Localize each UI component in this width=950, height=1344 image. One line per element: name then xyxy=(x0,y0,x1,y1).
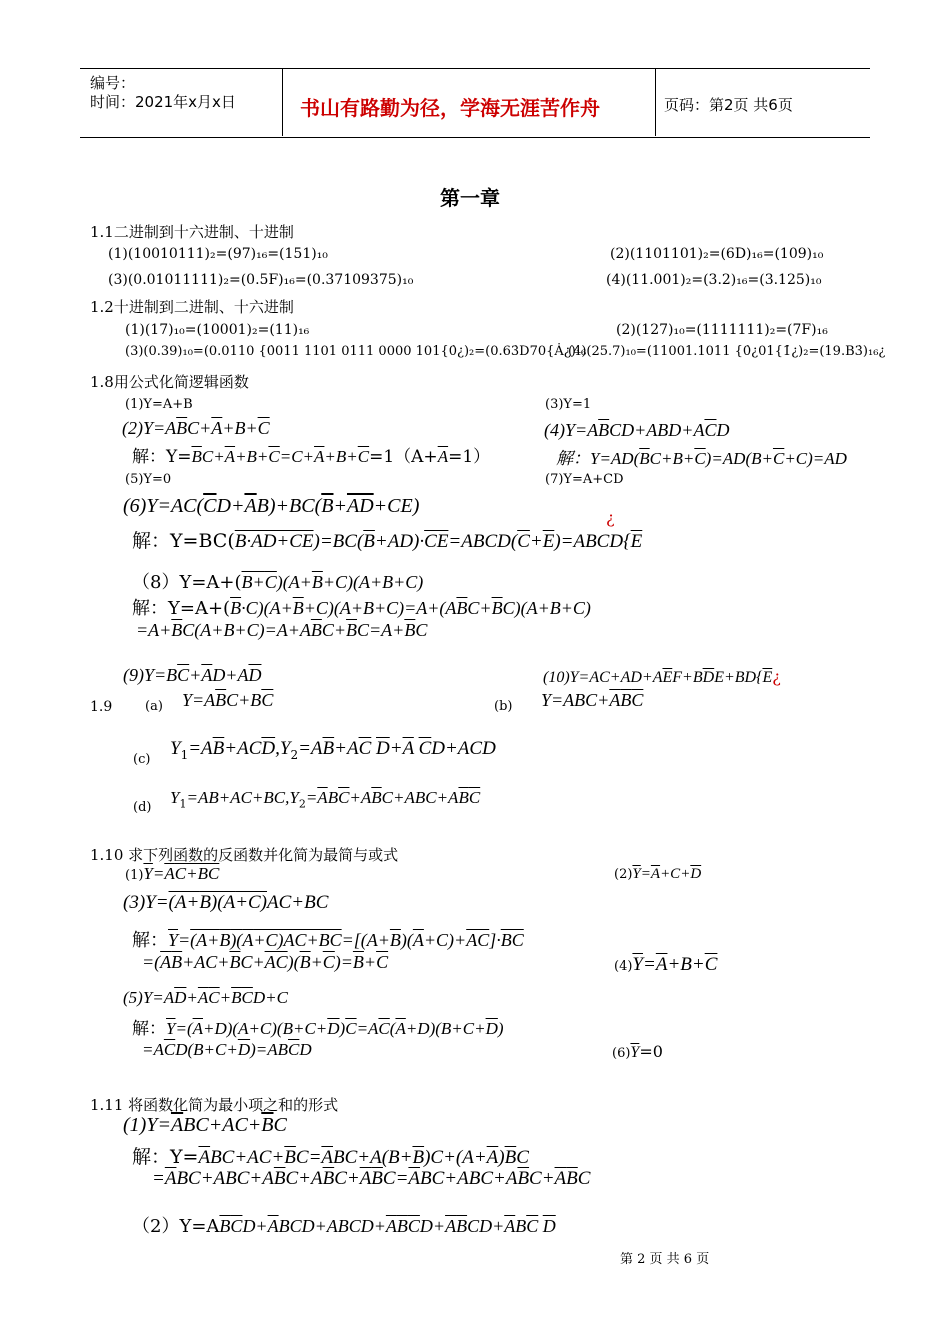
section-1-11-title: 1.11 将函数化简为最小项之和的形式 xyxy=(90,1096,339,1114)
s1-10-problem-5: $(5)Y=A\overline{D}+\overline{A}\overline{C}+\overline{B}\overline{C}D+C$ xyxy=(123,988,288,1007)
s1-1-problem-1: (1)(10010111)₂=(97)₁₆=(151)₁₀ xyxy=(108,246,328,262)
s1-10-problem-3: (3)Y=(A+B)(A+C)AC+BC xyxy=(123,892,329,913)
s1-11-solution-1: 解：$Y=\overline{A}BC+AC+\overline{B}C=\overline{A}BC+A(B+\overline{B})C+(A+\overline{A})\overline{B}C$ xyxy=(132,1146,529,1168)
s1-8-problem-4: $(4)Y=A\overline{B}CD+ABD+A\overline{C}D$ xyxy=(544,420,730,440)
s1-10-solution-5-line-2: $=A\overline{C}D(B+C+\overline{D})=AB\overline{C}D$ xyxy=(142,1040,312,1059)
s1-8-problem-9: $(9)Y=B\overline{C}+\overline{A}D+A\overline{D}$ xyxy=(123,665,262,685)
s1-9-label-a: (a) xyxy=(145,699,163,714)
s1-2-problem-1: (1)(17)₁₀=(10001)₂=(11)₁₆ xyxy=(125,322,310,338)
s1-9-label-d: (d) xyxy=(133,800,152,815)
s1-8-solution-8: 解：$Y=A+(\overline{B}\cdot C)(A+\overline{B}+C)(A+B+C)=A+(A\overline{B}C+\overline{B}C)(A+B+C)$ xyxy=(132,598,591,619)
s1-8-red-mark-2: ¿ xyxy=(772,667,781,686)
s1-10-problem-2: $(2)\overline{Y}=\overline{A}+C+\overline{D}$ xyxy=(614,866,702,882)
s1-8-solution-4: 解：$Y=AD(\overline{B}C+B+\overline{C})=AD(B+\overline{C}+C)=AD$ xyxy=(556,449,847,468)
s1-11-problem-2: $(2)Y=A\overline{B}\overline{C}D+\overline{A}BCD+ABCD+\overline{A}\overline{B}\overline{C}D+\overline{A}\overline{B}CD+\overline{A}B\overline{C}$ $\overline{D}$ xyxy=(132,1216,556,1237)
s1-8-problem-8: $(8)Y=A+(B+C)(A+\overline{B}+C)(A+B+C)$ xyxy=(132,572,424,593)
s1-8-problem-6: $(6)Y=AC(\overline{C}D+\overline{A}B)+BC(\overline{B}+\overline{AD}+CE)$ xyxy=(123,495,420,517)
s1-10-solution-3-line-2: $=(\overline{A}\overline{B}+AC+\overline{B}C+\overline{AC})(\overline{B}+\overline{C})=\overline{B}+\overline{C}$ xyxy=(142,952,389,972)
s1-2-problem-2: (2)(127)₁₀=(1111111)₂=(7F)₁₆ xyxy=(616,322,828,338)
s1-2-problem-3: (3)(0.39)₁₀=(0.0110 {0̇011 1101 0111 0000 101{0̇¿)₂=(0.63̇D70{Ȧ¿)₁₆ xyxy=(125,344,587,359)
s1-8-problem-10: $(10)Y=AC+AD+A\overline{E}F+B\overline{D}E+BD\{\overline{E}¿$ xyxy=(543,667,781,686)
header-divider-1 xyxy=(282,68,283,136)
section-1-8-title: 1.8用公式化简逻辑函数 xyxy=(90,373,249,391)
s1-9-expr-d: $Y_1=AB+AC+BC,Y_2=\overline{A}B\overline{C}+A\overline{B}C+ABC+A\overline{B}\overline{C}$ xyxy=(170,788,481,811)
s1-8-problem-5: (5)Y=0 xyxy=(125,472,172,487)
s1-8-problem-2: $(2)Y=A\overline{B}C+\overline{A}+B+\overline{C}$ xyxy=(122,418,270,438)
s1-8-problem-3: (3)Y=1 xyxy=(545,397,592,412)
s1-8-solution-6: 解：$Y=BC(B\cdot AD+CE)=BC(\overline{B}+AD)\cdot\overline{CE}=ABCD(\overline{C}+\overline{E})=ABCD\{\overline{E}$ xyxy=(132,530,643,552)
s1-1-problem-3: (3)(0.01011111)₂=(0.5F)₁₆=(0.37109375)₁₀ xyxy=(108,272,414,288)
s1-8-problem-7: (7)Y=A+CD xyxy=(545,472,624,487)
s1-10-problem-4: $(4)\overline{Y}=\overline{A}+B+\overline{C}$ xyxy=(614,954,718,975)
section-1-2-title: 1.2十进制到二进制、十六进制 xyxy=(90,298,294,316)
s1-1-problem-2: (2)(1101101)₂=(6D)₁₆=(109)₁₀ xyxy=(610,246,824,262)
s1-2-problem-4: (4)(25.7)₁₀=(11001.1011 {0̇¿01{1̇¿)₂=(19.B3̇)₁₆¿ xyxy=(568,344,886,359)
s1-11-problem-1: $(1)Y=\overline{A}BC+AC+\overline{B}C$ xyxy=(123,1114,287,1136)
s1-9-expr-a: $Y=A\overline{B}C+B\overline{C}$ xyxy=(182,690,274,710)
s1-8-problem-1: (1)Y=A+B xyxy=(125,397,193,412)
s1-9-label-b: (b) xyxy=(494,699,513,714)
section-1-1-title: 1.1二进制到十六进制、十进制 xyxy=(90,223,294,241)
footer-page-number: 第 2 页 共 6 页 xyxy=(620,1252,710,1267)
s1-8-solution-8-line-2: $=A+\overline{B}C(A+B+C)=A+A\overline{B}C+\overline{B}C=A+\overline{B}C$ xyxy=(136,620,428,640)
header-time-label: 时间：2021年x月x日 xyxy=(90,93,236,111)
s1-9-expr-b: $Y=ABC+\overline{A}\overline{B}\overline{C}$ xyxy=(541,690,644,710)
s1-8-red-mark-1: ¿ xyxy=(606,508,615,527)
s1-8-solution-2: 解：$Y=\overline{B}C+\overline{A}+B+\overline{C}=C+\overline{A}+B+\overline{C}=1(A+\overline{A}=1)$ xyxy=(132,447,491,467)
s1-1-problem-4: (4)(11.001)₂=(3.2)₁₆=(3.125)₁₀ xyxy=(606,272,822,288)
header-divider-2 xyxy=(655,68,656,136)
s1-9-expr-c: $Y_1=A\overline{B}+AC\overline{D},Y_2=A\overline{B}+A\overline{C}$ $\overline{D}+\overline{A}$ $\overline{C}D+ACD$ xyxy=(170,738,496,762)
s1-10-solution-5: 解：$\overline{Y}=(\overline{A}+D)(A+C)(B+C+\overline{D})\overline{C}=A\overline{C}(\overline{A}+D)(B+C+\overline{D})$ xyxy=(132,1019,504,1039)
section-1-10-title: 1.10 求下列函数的反函数并化简为最简与或式 xyxy=(90,846,399,864)
s1-10-problem-6: $(6)\overline{Y}=0$ xyxy=(612,1042,663,1061)
header-number-label: 编号： xyxy=(90,74,136,92)
s1-9-label-c: (c) xyxy=(133,752,151,767)
header-page-code: 页码：第2页 共6页 xyxy=(664,96,793,114)
section-1-9-num: 1.9 xyxy=(90,699,113,715)
s1-10-solution-3: 解：$\overline{Y}=(A+B)(A+C)AC+BC=[(A+\overline{B})(\overline{A}+C)+\overline{AC}]\cdot\overline{BC}$ xyxy=(132,930,524,951)
header-motto: 书山有路勤为径，学海无涯苦作舟 xyxy=(300,96,600,120)
s1-10-problem-1: $(1)\overline{Y}=AC+BC$ xyxy=(125,864,220,883)
chapter-title: 第一章 xyxy=(440,186,500,210)
s1-11-solution-1-line-2: $=\overline{A}BC+ABC+A\overline{B}C+A\overline{B}C+\overline{A}\overline{B}C=\overline{A}BC+ABC+A\overline{B}C+\overline{A}\overline{B}C$ xyxy=(152,1168,591,1189)
